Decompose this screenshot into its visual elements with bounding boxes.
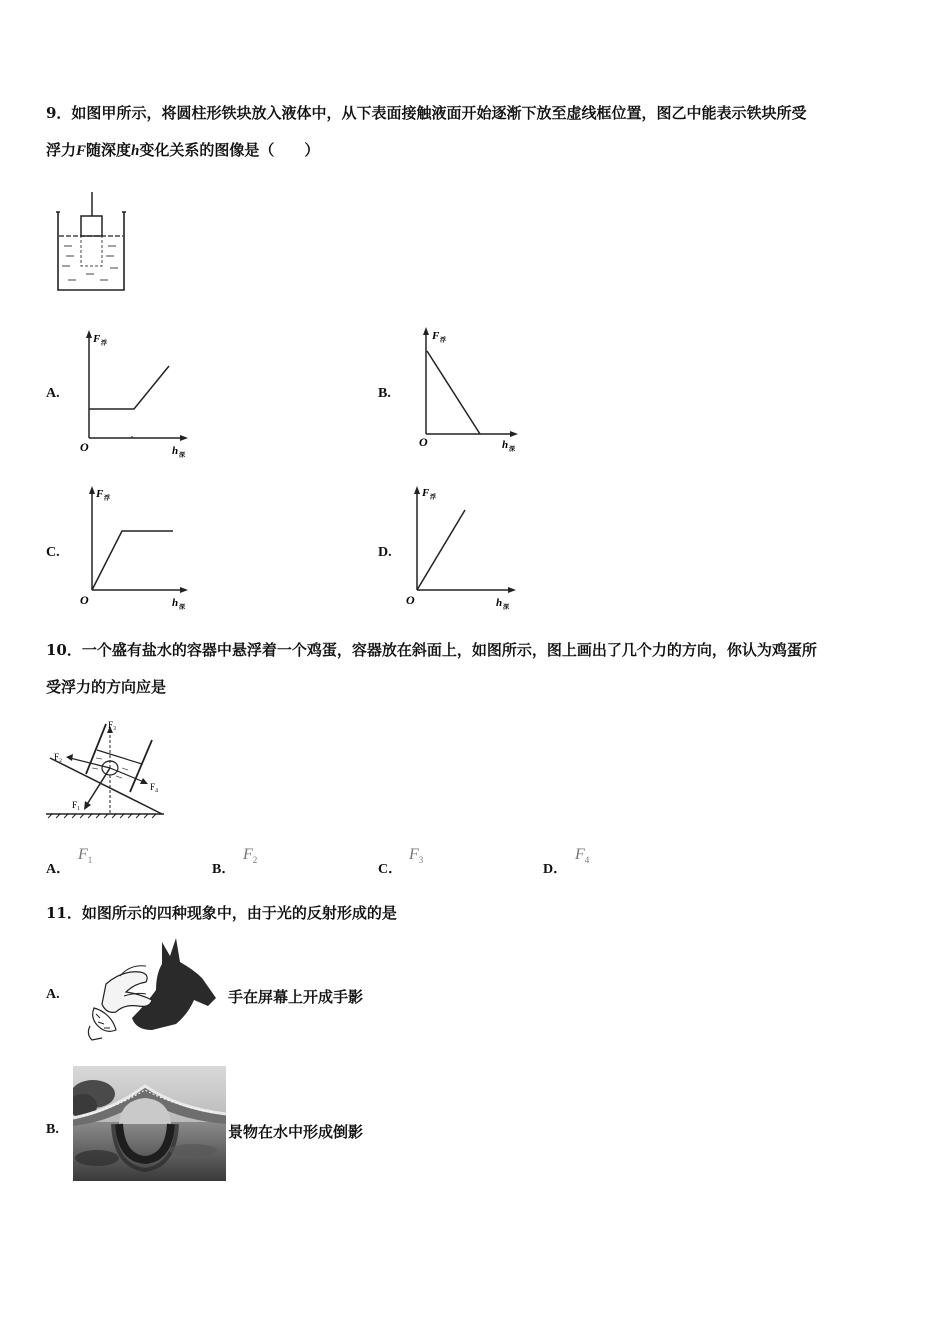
graph-a-y-label: F <box>93 333 101 345</box>
graph-b-y-label: F <box>432 330 440 342</box>
graph-b-x-sub: 深 <box>509 447 516 453</box>
q9-option-b-label[interactable]: B. <box>378 386 391 401</box>
q9-line2-b: 随深度 <box>86 141 132 159</box>
q10-option-d-label[interactable]: D． <box>543 862 568 877</box>
graph-c-x-sub: 深 <box>179 605 186 611</box>
graph-d-x-label: h <box>496 597 503 609</box>
beaker-figure <box>52 192 132 294</box>
graph-c-x-label: h <box>172 597 179 609</box>
graph-b-x-label: h <box>502 439 509 451</box>
q9-line1: 9．如图甲所示，将圆柱形铁块放入液体中，从下表面接触液面开始逐渐下放至虚线框位置，图乙中能表示铁块所受 <box>46 104 807 122</box>
graph-d-y-label: F <box>422 487 430 499</box>
q9-var-h: h <box>131 143 140 159</box>
q9-graph-c <box>76 482 194 614</box>
q11-line1: 11．如图所示的四种现象中，由于光的反射形成的是 <box>46 904 397 922</box>
q10-option-c-label[interactable]: C． <box>378 862 403 877</box>
graph-c-y-sub: 浮 <box>104 496 111 502</box>
q9-graph-a <box>76 328 194 460</box>
q10-line1: 10．一个盛有盐水的容器中悬浮着一个鸡蛋，容器放在斜面上，如图所示，图上画出了几个力的方向，你认为鸡蛋所 <box>46 641 817 659</box>
q9-option-d-label[interactable]: D. <box>378 545 392 560</box>
q11-option-b-label[interactable]: B. <box>46 1122 59 1137</box>
q10-option-c-value[interactable]: $F_3$ <box>409 846 424 866</box>
graph-c-y-label: F <box>96 488 104 500</box>
q9-var-f: F <box>76 143 87 159</box>
q10-option-d-value[interactable]: $F_4$ <box>575 846 590 866</box>
graph-a-x-label: h <box>172 445 179 457</box>
q9-line2-c: 变化关系的图像是（ ） <box>139 141 320 159</box>
q11-option-a-label[interactable]: A. <box>46 987 60 1002</box>
graph-d-x-sub: 深 <box>503 605 510 611</box>
graph-c-origin: O <box>80 593 89 607</box>
force-label-f1: F₁ <box>72 800 81 810</box>
q9-graph-d <box>404 480 522 614</box>
q10-option-b-label[interactable]: B． <box>212 862 236 877</box>
q9-option-a-label[interactable]: A. <box>46 386 60 401</box>
q10-option-a-value[interactable]: $F_1$ <box>78 846 93 866</box>
graph-a-y-sub: 浮 <box>101 341 108 347</box>
q11-option-b-caption: 景物在水中形成倒影 <box>228 1123 364 1141</box>
force-label-f4: F₄ <box>150 782 159 792</box>
force-label-f3: F₃ <box>108 720 117 730</box>
graph-d-origin: O <box>406 593 415 607</box>
q10-line2: 受浮力的方向应是 <box>46 678 167 696</box>
q11-option-a-caption: 手在屏幕上开成手影 <box>228 988 364 1006</box>
graph-a-x-sub: 深 <box>179 453 186 459</box>
hand-shadow-image <box>76 934 222 1044</box>
incline-force-figure <box>44 718 168 822</box>
q10-option-b-value[interactable]: $F_2$ <box>243 846 258 866</box>
force-label-f2: F₂ <box>54 752 63 762</box>
bridge-reflection-image <box>73 1066 226 1181</box>
graph-b-origin: O <box>419 435 428 449</box>
q9-line2-a: 浮力 <box>46 141 77 159</box>
q9-line2 <box>46 140 319 161</box>
graph-d-y-sub: 浮 <box>430 495 437 501</box>
graph-a-origin: O <box>80 440 89 454</box>
graph-b-y-sub: 浮 <box>440 338 447 344</box>
q10-option-a-label[interactable]: A． <box>46 862 71 877</box>
q9-option-c-label[interactable]: C. <box>46 545 60 560</box>
q9-graph-b <box>414 324 532 458</box>
